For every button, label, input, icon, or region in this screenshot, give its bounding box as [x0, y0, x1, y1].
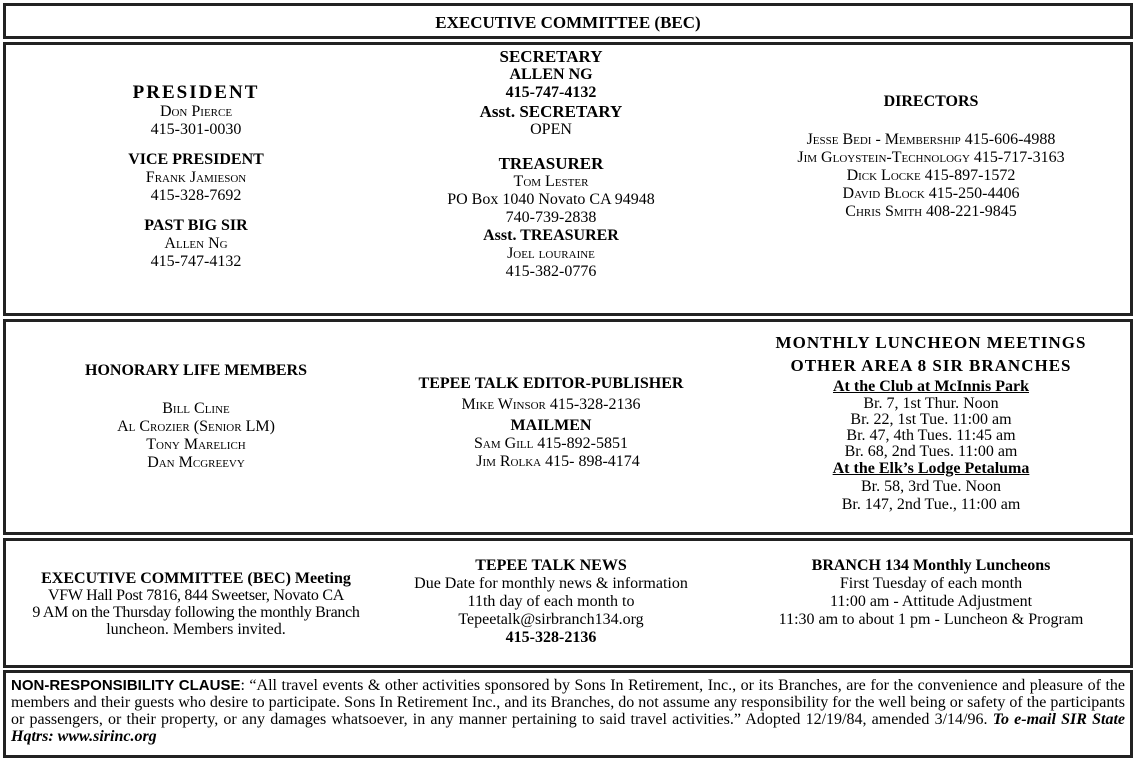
venue-elks: At the Elk’s Lodge Petaluma [832, 460, 1030, 477]
header-box [3, 3, 1133, 39]
clause-label: NON-RESPONSIBILITY CLAUSE [11, 677, 241, 694]
asst-secretary-name: OPEN [530, 121, 572, 138]
directors-title: DIRECTORS [883, 93, 979, 110]
meetings-box [3, 538, 1133, 668]
treasurer-name: Tom Lester [513, 173, 589, 190]
honorary-column [56, 362, 336, 472]
honorary-member: Dan Mcgreevy [147, 454, 245, 471]
vice-president-title: VICE PRESIDENT [128, 151, 264, 168]
venue-item: Br. 147, 2nd Tue., 11:00 am [841, 496, 1021, 513]
venue-item: Br. 7, 1st Thur. Noon [863, 395, 999, 412]
mailmen-title: MAILMEN [510, 417, 592, 434]
mailman-item: Sam Gill 415-892-5851 [474, 435, 628, 452]
bec-meeting-line: luncheon. Members invited. [106, 621, 286, 638]
director-item: David Block 415-250-4406 [842, 185, 1020, 202]
news-line: 11th day of each month to [467, 593, 635, 610]
venue-item: Br. 68, 2nd Tues. 11:00 am [844, 443, 1018, 460]
secretary-phone: 415-747-4132 [505, 84, 597, 101]
venue-mcinnis: At the Club at McInnis Park [832, 378, 1029, 395]
mailman-item: Jim Rolka 415- 898-4174 [476, 453, 640, 470]
bec-meeting-column [11, 570, 381, 638]
news-email: Tepeetalk@sirbranch134.org [458, 611, 644, 628]
honorary-member: Bill Cline [162, 400, 230, 417]
honorary-member: Tony Marelich [146, 436, 246, 453]
vice-president-name: Frank Jamieson [145, 169, 247, 186]
director-item: Dick Locke 415-897-1572 [846, 167, 1016, 184]
editor-title: TEPEE TALK EDITOR-PUBLISHER [418, 375, 684, 392]
branch134-column [751, 557, 1111, 629]
officers-box [3, 42, 1133, 316]
bec-meeting-line: 9 AM on the Thursday following the monthly Branch [32, 604, 360, 621]
clause-paragraph [11, 677, 1125, 745]
venue-item: Br. 22, 1st Tue. 11:00 am [850, 411, 1012, 428]
vice-president-phone: 415-328-7692 [150, 187, 242, 204]
asst-treasurer-title: Asst. TREASURER [483, 227, 619, 244]
directors-column [751, 93, 1111, 221]
news-line: Due Date for monthly news & information [414, 575, 688, 592]
director-item: Jesse Bedi - Membership 415-606-4988 [806, 131, 1056, 148]
clause-box [3, 670, 1133, 758]
treasurer-phone: 740-739-2838 [505, 209, 597, 226]
news-column [391, 557, 711, 647]
luncheons-column [746, 333, 1116, 514]
president-phone: 415-301-0030 [150, 121, 242, 138]
members-box [3, 319, 1133, 535]
officers-left-column [96, 83, 296, 271]
asst-treasurer-phone: 415-382-0776 [505, 263, 597, 280]
news-phone: 415-328-2136 [505, 629, 597, 646]
branch134-line: First Tuesday of each month [839, 575, 1023, 592]
director-item: Jim Gloystein-Technology 415-717-3163 [797, 149, 1065, 166]
officers-center-column [406, 47, 696, 281]
editor-column [396, 375, 706, 471]
bec-meeting-title: EXECUTIVE COMMITTEE (BEC) Meeting [41, 570, 351, 587]
past-big-sir-title: PAST BIG SIR [144, 217, 248, 234]
director-item: Chris Smith 408-221-9845 [845, 203, 1017, 220]
president-title: PRESIDENT [132, 82, 260, 103]
luncheons-subtitle: OTHER AREA 8 SIR BRANCHES [790, 356, 1072, 375]
luncheons-title: MONTHLY LUNCHEON MEETINGS [775, 333, 1087, 352]
secretary-name: ALLEN NG [509, 66, 593, 83]
treasurer-title: TREASURER [498, 154, 604, 173]
honorary-member: Al Crozier (Senior LM) [117, 418, 275, 435]
venue-item: Br. 47, 4th Tues. 11:45 am [846, 427, 1016, 444]
asst-treasurer-name: Joel louraine [507, 245, 595, 262]
venue-item: Br. 58, 3rd Tue. Noon [860, 478, 1002, 495]
clause-email: To e-mail SIR State Hqtrs: www.sirinc.org [11, 711, 1126, 745]
branch134-line: 11:00 am - Attitude Adjustment [829, 593, 1033, 610]
bec-meeting-line: VFW Hall Post 7816, 844 Sweetser, Novato CA [48, 587, 344, 604]
honorary-title: HONORARY LIFE MEMBERS [85, 362, 307, 379]
past-big-sir-phone: 415-747-4132 [150, 253, 242, 270]
president-name: Don Pierce [159, 103, 233, 120]
news-title: TEPEE TALK NEWS [475, 557, 627, 574]
asst-secretary-title: Asst. SECRETARY [479, 102, 623, 121]
page-title: EXECUTIVE COMMITTEE (BEC) [435, 13, 701, 32]
secretary-title: SECRETARY [499, 47, 603, 66]
branch134-line: 11:30 am to about 1 pm - Luncheon & Program [778, 611, 1084, 628]
branch134-title: BRANCH 134 Monthly Luncheons [811, 557, 1051, 574]
past-big-sir-name: Allen Ng [164, 235, 228, 252]
editor-name: Mike Winsor 415-328-2136 [461, 396, 641, 413]
clause-text: : “All travel events & other activities sponsored by Sons In Retirement, Inc., or its Branches, are for the convenience and pleasure of the members and their guests who desire to participate. Sons In Retirement Inc., and its Branches, do not assume any responsibility for the well being or safety of the participants or passengers, or their property, or any damages whatsoever, in any manner pertaining to said travel activities.” Adopted 12/19/84, amended 3/14/96. [11, 677, 1125, 728]
treasurer-address: PO Box 1040 Novato CA 94948 [447, 191, 655, 208]
